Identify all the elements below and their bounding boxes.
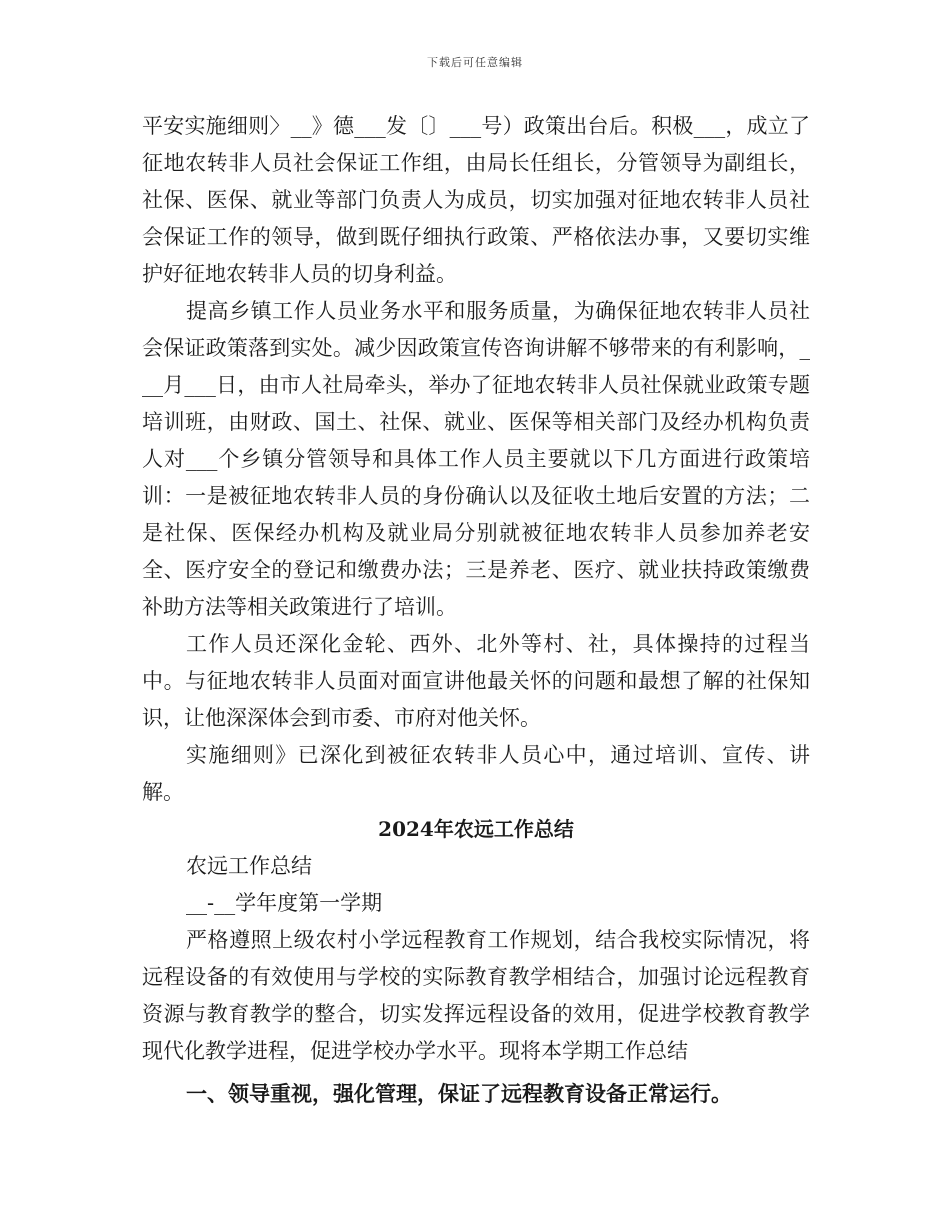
- section-title: 2024年农远工作总结: [378, 817, 574, 841]
- section-heading-1: 一、领导重视，强化管理，保证了远程教育设备正常运行。: [186, 1081, 732, 1106]
- paragraph-conclusion: 实施细则》已深化到被征农转非人员心中，通过培训、宣传、讲解。: [142, 743, 810, 804]
- section-subtitle: 农远工作总结: [186, 854, 312, 878]
- section-intro: 严格遵照上级农村小学远程教育工作规划，结合我校实际情况，将远程设备的有效使用与学校的实际教育教学相结合，加强讨论远程教育资源与教育教学的整合，切实发挥远程设备的效用，促进学校教育教学现代化教学进程，促进学校办学水平。现将本学期工作总结: [142, 928, 810, 1063]
- paragraph-training: 提高乡镇工作人员业务水平和服务质量，为确保征地农转非人员社会保证政策落到实处。减少因政策宣传咨询讲解不够带来的有利影响，___月___日，由市人社局牵头，举办了征地农转非人员社保就业政策专题培训班，由财政、国土、社保、就业、医保等相关部门及经办机构负责人对___个乡镇分管领导和具体工作人员主要就以下几方面进行政策培训：一是被征地农转非人员的身份确认以及征收土地后安置的方法；二是社保、医保经办机构及就业局分别就被征地农转非人员参加养老安全、医疗安全的登记和缴费办法；三是养老、医疗、就业扶持政策缴费补助方法等相关政策进行了培训。: [142, 299, 810, 619]
- paragraph-outreach: 工作人员还深化金轮、西外、北外等村、社，具体操持的过程当中。与征地农转非人员面对面宣讲他最关怀的问题和最想了解的社保知识，让他深深体会到市委、市府对他关怀。: [142, 632, 810, 730]
- document-body: [142, 108, 810, 1114]
- page-header: 下载后可任意编辑: [427, 56, 523, 69]
- paragraph-policy: 平安实施细则〉__》德___发〔〕___号）政策出台后。积极___，成立了征地农转非人员社会保证工作组，由局长任组长，分管领导为副组长，社保、医保、就业等部门负责人为成员，切实加强对征地农转非人员社会保证工作的领导，做到既仔细执行政策、严格依法办事，又要切实维护好征地农转非人员的切身利益。: [142, 114, 810, 286]
- section-term: __-__学年度第一学期: [186, 891, 383, 915]
